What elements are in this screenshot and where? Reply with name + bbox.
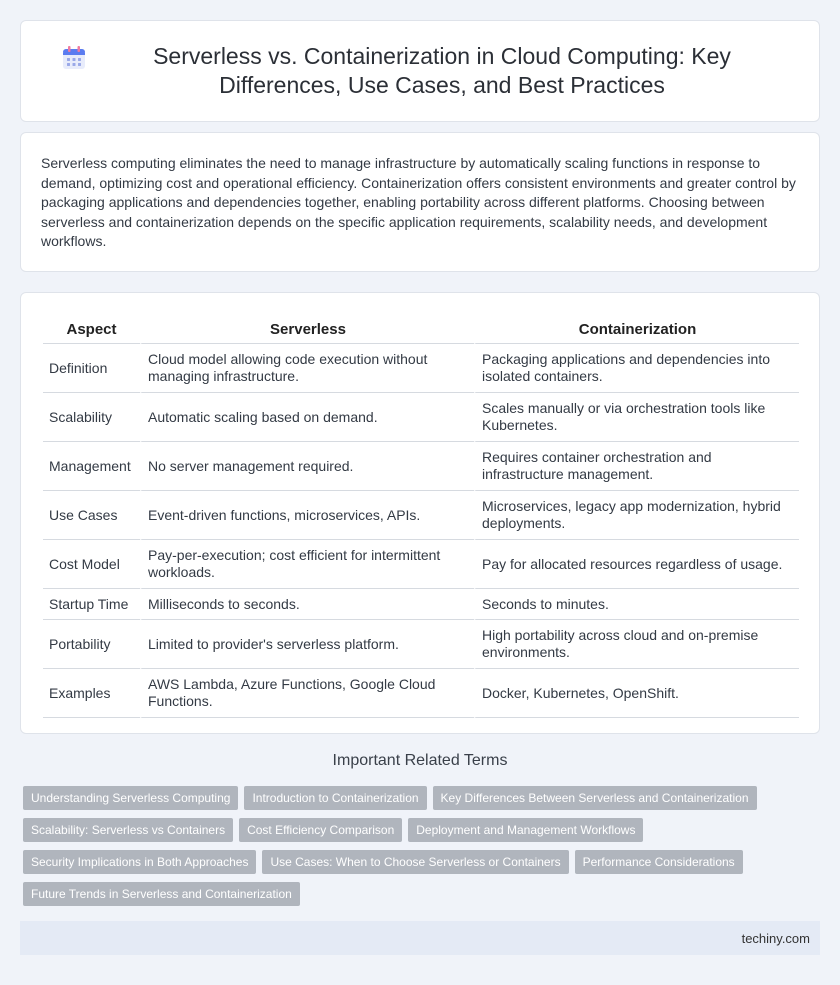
related-term-tag[interactable]: Understanding Serverless Computing	[23, 786, 238, 810]
related-term-tag[interactable]: Key Differences Between Serverless and Containerization	[433, 786, 757, 810]
related-terms-heading: Important Related Terms	[332, 752, 508, 769]
footer-site-link[interactable]: techiny.com	[741, 930, 810, 946]
containerization-cell: Pay for allocated resources regardless of usage.	[474, 540, 799, 589]
table-row	[43, 589, 799, 620]
intro-paragraph: Serverless computing eliminates the need to manage infrastructure by automatically scaling functions in response to demand, optimizing cost and operational efficiency. Containerization offers consistent environments and greater control by packaging applications and dependencies together, enabling portability across different platforms. Choosing between serverless and containerization depends on the specific application requirements, scalability needs, and development workflows.	[41, 155, 796, 250]
serverless-cell: Milliseconds to seconds.	[140, 589, 474, 620]
serverless-cell: Cloud model allowing code execution without managing infrastructure.	[140, 344, 474, 393]
table-header-row	[43, 311, 799, 344]
intro-card	[20, 132, 820, 272]
aspect-cell: Use Cases	[43, 491, 140, 540]
calendar-icon	[61, 45, 87, 71]
aspect-cell: Startup Time	[43, 589, 140, 620]
related-term-tag[interactable]: Future Trends in Serverless and Containerization	[23, 882, 300, 906]
related-term-tag[interactable]: Performance Considerations	[575, 850, 743, 874]
serverless-cell: AWS Lambda, Azure Functions, Google Cloud Functions.	[140, 669, 474, 718]
containerization-cell: Microservices, legacy app modernization, hybrid deployments.	[474, 491, 799, 540]
table-row	[43, 540, 799, 589]
comparison-table	[43, 311, 799, 718]
title-card	[20, 20, 820, 122]
related-term-tag[interactable]: Cost Efficiency Comparison	[239, 818, 402, 842]
related-term-tag[interactable]: Use Cases: When to Choose Serverless or Containers	[262, 850, 568, 874]
column-header-aspect: Aspect	[43, 311, 140, 344]
containerization-cell: Seconds to minutes.	[474, 589, 799, 620]
related-term-tag[interactable]: Security Implications in Both Approaches	[23, 850, 256, 874]
table-row	[43, 442, 799, 491]
aspect-cell: Examples	[43, 669, 140, 718]
aspect-cell: Cost Model	[43, 540, 140, 589]
page-title: Serverless vs. Containerization in Cloud Computing: Key Differences, Use Cases, and Best Practices	[153, 43, 731, 98]
related-term-tag[interactable]: Deployment and Management Workflows	[408, 818, 643, 842]
column-header-serverless: Serverless	[140, 311, 474, 344]
serverless-cell: Limited to provider's serverless platform.	[140, 620, 474, 669]
comparison-card	[20, 292, 820, 734]
containerization-cell: Docker, Kubernetes, OpenShift.	[474, 669, 799, 718]
aspect-cell: Portability	[43, 620, 140, 669]
serverless-cell: Automatic scaling based on demand.	[140, 393, 474, 442]
related-term-tag[interactable]: Scalability: Serverless vs Containers	[23, 818, 233, 842]
table-row	[43, 344, 799, 393]
table-row	[43, 669, 799, 718]
containerization-cell: Scales manually or via orchestration tools like Kubernetes.	[474, 393, 799, 442]
table-row	[43, 620, 799, 669]
containerization-cell: Packaging applications and dependencies into isolated containers.	[474, 344, 799, 393]
containerization-cell: High portability across cloud and on-premise environments.	[474, 620, 799, 669]
serverless-cell: Pay-per-execution; cost efficient for intermittent workloads.	[140, 540, 474, 589]
table-row	[43, 491, 799, 540]
column-header-containerization: Containerization	[474, 311, 799, 344]
related-terms-list	[23, 786, 823, 914]
serverless-cell: Event-driven functions, microservices, APIs.	[140, 491, 474, 540]
related-term-tag[interactable]: Introduction to Containerization	[244, 786, 426, 810]
containerization-cell: Requires container orchestration and infrastructure management.	[474, 442, 799, 491]
table-row	[43, 393, 799, 442]
footer	[20, 921, 820, 955]
title-wrap	[21, 42, 819, 100]
aspect-cell: Scalability	[43, 393, 140, 442]
aspect-cell: Definition	[43, 344, 140, 393]
serverless-cell: No server management required.	[140, 442, 474, 491]
aspect-cell: Management	[43, 442, 140, 491]
